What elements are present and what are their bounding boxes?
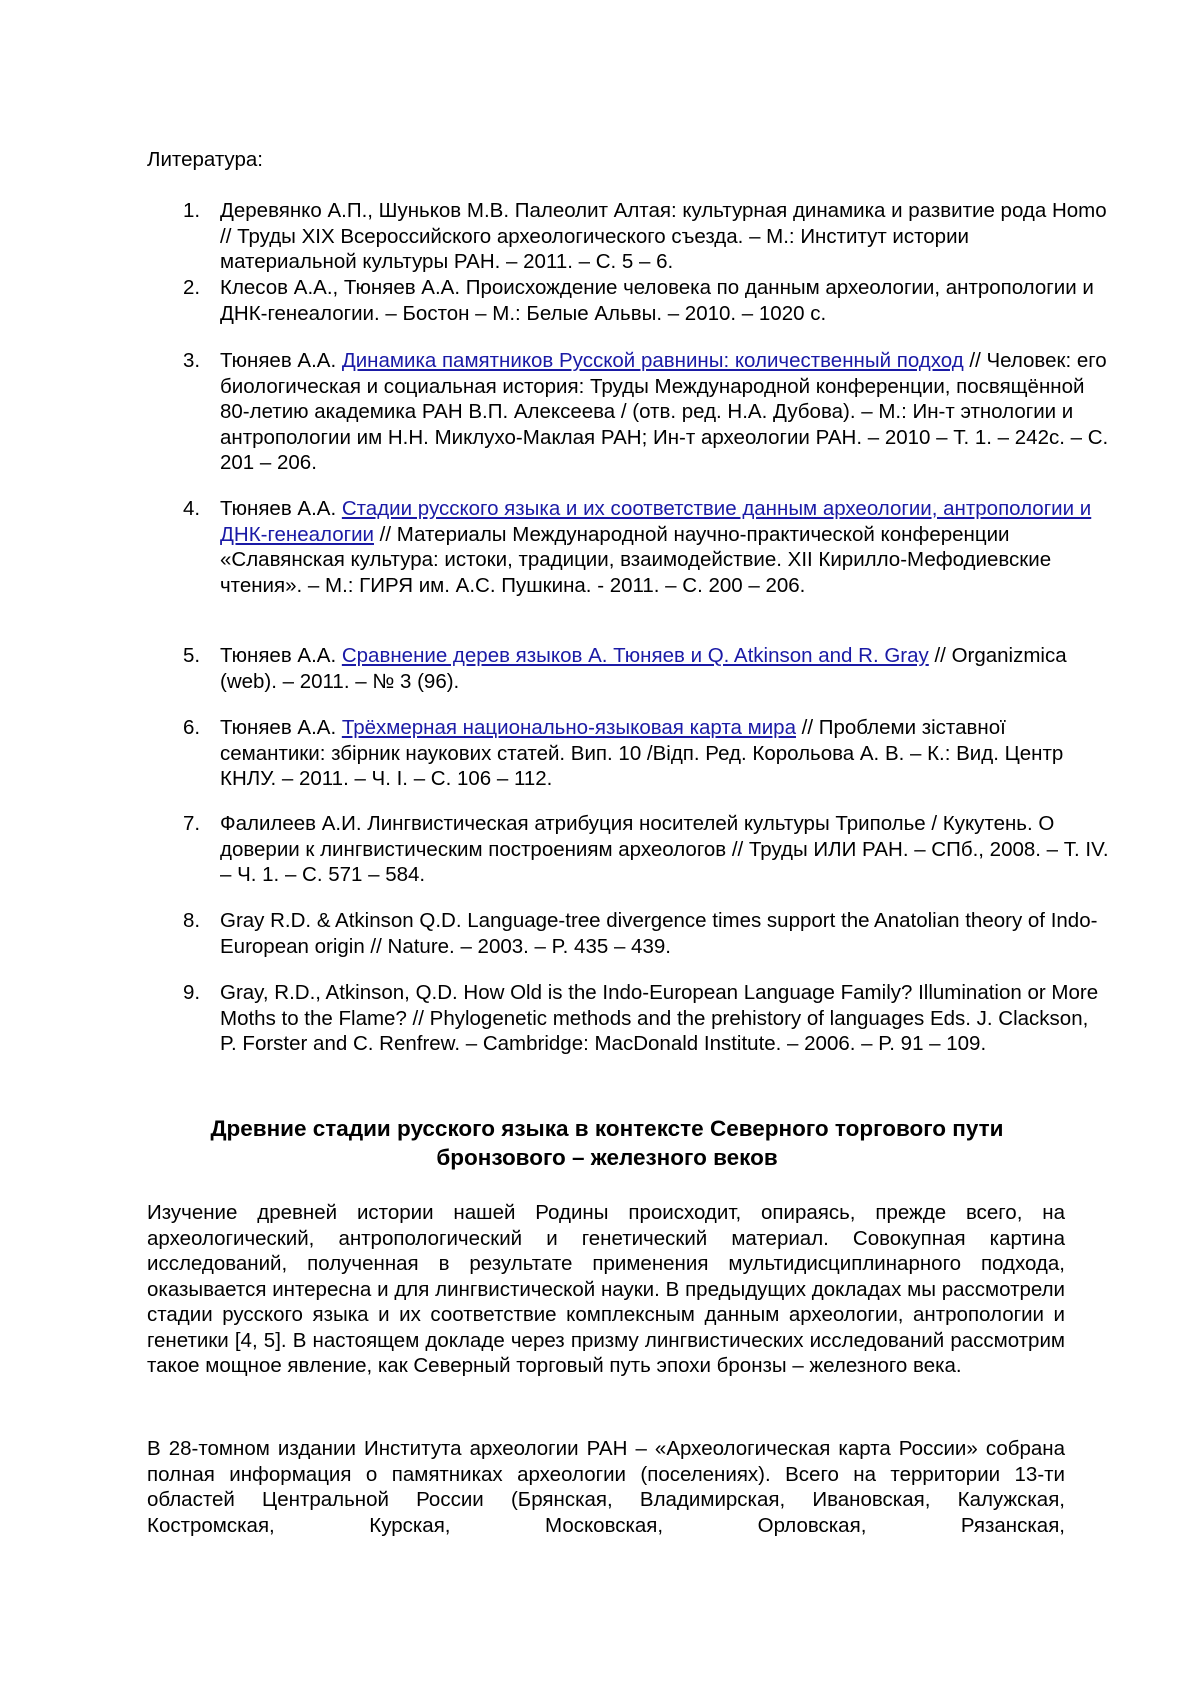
reference-number: 8.	[183, 909, 201, 932]
reference-number: 9.	[183, 981, 201, 1004]
reference-link[interactable]: Сравнение дерев языков А. Тюняев и Q. Atkinson and R. Gray	[341, 644, 929, 667]
reference-source: // Материалы Международной научно-практической конференции «Славянская культура: истоки, традиции, взаимодействие. XII Кирилло-Мефодиевские чтения». – М.: ГИРЯ им. А.С. Пушкина. - 2011. – С. 200 – 206.	[220, 522, 1052, 597]
reference-text	[220, 715, 1110, 792]
reference-body: Клесов А.А., Тюняев А.А. Происхождение человека по данным археологии, антропологии и ДНК-генеалогии. – Бостон – М.: Белые Альвы. – 2010. – 1020 с.	[220, 276, 1094, 325]
literature-heading: Литература:	[147, 148, 263, 171]
reference-text	[220, 496, 1110, 598]
body-paragraph-2: В 28-томном издании Института археологии РАН – «Археологическая карта России» собрана полная информация о памятниках археологии (поселениях). Всего на территории 13-ти областей Центральной России (Брянская, Владимирская, Ивановская, Калужская, Костромская, Курская, Московская, Орловская, Рязанская,	[147, 1437, 1065, 1537]
reference-number: 5.	[183, 644, 201, 667]
reference-link[interactable]: Стадии русского языка и их соответствие данным археологии, антропологии и ДНК-генеалогии	[220, 497, 1092, 546]
reference-body: Деревянко А.П., Шуньков М.В. Палеолит Алтая: культурная динамика и развитие рода Homo // Труды XIX Всероссийского археологического съезда. – М.: Институт истории материальной культуры РАН. – 2011. – С. 5 – 6.	[220, 199, 1107, 273]
reference-source: // Человек: его биологическая и социальная история: Труды Международной конференции, посвящённой 80-летию академика РАН В.П. Алексеева / (отв. ред. Н.А. Дубова). – М.: Ин-т этнологии и антропологии им Н.Н. Миклухо-Маклая РАН; Ин-т археологии РАН. – 2010 – Т. 1. – 242с. – С. 201 – 206.	[220, 349, 1109, 474]
reference-text	[220, 980, 1110, 1057]
reference-body: Gray, R.D., Atkinson, Q.D. How Old is the Indo-European Language Family? Illumination or More Moths to the Flame? // Phylogenetic methods and the prehistory of languages Eds. J. Clackson, P. Forster and C. Renfrew. – Cambridge: MacDonald Institute. – 2006. – P. 91 – 109.	[220, 981, 1099, 1055]
reference-source: // Проблеми зіставної семантики: збірник наукових статей. Вип. 10 /Відп. Ред. Корольова А. В. – К.: Вид. Центр КНЛУ. – 2011. – Ч. І. – С. 106 – 112.	[220, 716, 1064, 790]
reference-number: 2.	[183, 276, 201, 299]
section-title: Древние стадии русского языка в контексте Северного торгового пути бронзового – железного веков	[210, 1116, 1004, 1170]
reference-link[interactable]: Трёхмерная национально-языковая карта мира	[341, 716, 796, 739]
reference-author: Тюняев А.А.	[220, 497, 342, 520]
reference-author: Тюняев А.А.	[220, 716, 342, 739]
reference-text	[220, 275, 1110, 326]
reference-text	[220, 643, 1110, 694]
body-paragraph-1: Изучение древней истории нашей Родины происходит, опираясь, прежде всего, на археологический, антропологический и генетический материал. Совокупная картина исследований, полученная в результате применения мультидисциплинарного подхода, оказывается интересна и для лингвистической науки. В предыдущих докладах мы рассмотрели стадии русского языка и их соответствие комплексным данным археологии, антропологии и генетики [4, 5]. В настоящем докладе через призму лингвистических исследований рассмотрим такое мощное явление, как Северный торговый путь эпохи бронзы – железного века.	[147, 1201, 1065, 1377]
reference-number: 7.	[183, 812, 201, 835]
reference-number: 3.	[183, 349, 201, 372]
reference-text	[220, 908, 1110, 959]
reference-number: 1.	[183, 199, 201, 222]
reference-text	[220, 348, 1110, 476]
reference-body: Фалилеев А.И. Лингвистическая атрибуция носителей культуры Триполье / Кукутень. О доверии к лингвистическим построениям археологов // Труды ИЛИ РАН. – СПб., 2008. – Т. IV. – Ч. 1. – С. 571 – 584.	[220, 812, 1109, 886]
reference-source: // Organizmica (web). – 2011. – № 3 (96).	[220, 644, 1067, 693]
reference-body: Gray R.D. & Atkinson Q.D. Language-tree divergence times support the Anatolian theory of Indo-European origin // Nature. – 2003. – P. 435 – 439.	[220, 909, 1098, 958]
reference-link[interactable]: Динамика памятников Русской равнины: количественный подход	[341, 349, 964, 372]
reference-number: 6.	[183, 716, 201, 739]
reference-text	[220, 198, 1110, 275]
reference-number: 4.	[183, 497, 201, 520]
reference-author: Тюняев А.А.	[220, 349, 342, 372]
reference-text	[220, 811, 1110, 888]
reference-author: Тюняев А.А.	[220, 644, 342, 667]
